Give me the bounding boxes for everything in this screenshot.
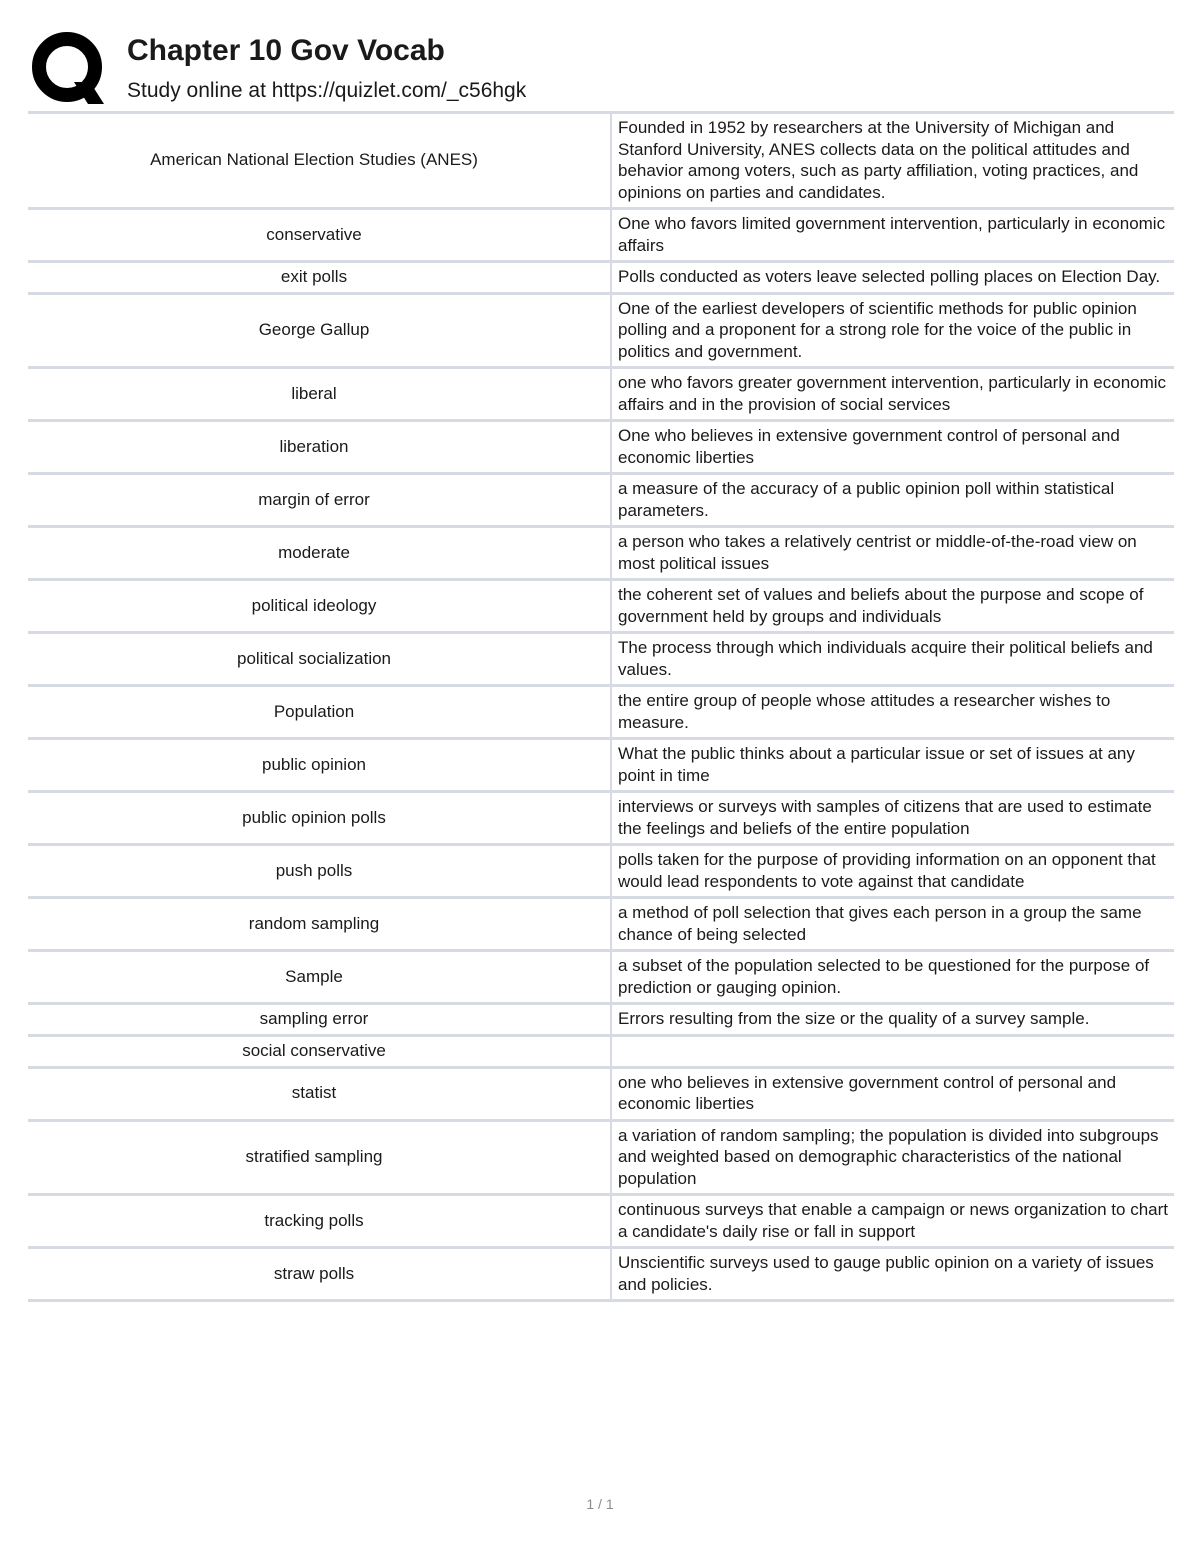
vocab-row: [28, 1067, 1174, 1120]
vocab-row: [28, 792, 1174, 845]
vocab-term: moderate: [28, 527, 611, 580]
vocab-row: [28, 633, 1174, 686]
vocab-term: political ideology: [28, 580, 611, 633]
vocab-definition: The process through which individuals acquire their political beliefs and values.: [611, 633, 1174, 686]
vocab-definition: Founded in 1952 by researchers at the University of Michigan and Stanford University, ANES collects data on the political attitudes and behavior among voters, such as party affiliation, voting practices, and opinions on parties and candidates.: [611, 113, 1174, 209]
vocab-row: [28, 209, 1174, 262]
vocab-term: Sample: [28, 951, 611, 1004]
vocab-row: [28, 262, 1174, 294]
vocab-definition: the entire group of people whose attitudes a researcher wishes to measure.: [611, 686, 1174, 739]
vocab-row: [28, 1120, 1174, 1195]
vocab-term: straw polls: [28, 1248, 611, 1301]
vocab-row: [28, 293, 1174, 368]
vocab-term: American National Election Studies (ANES): [28, 113, 611, 209]
vocab-term: exit polls: [28, 262, 611, 294]
vocab-term: random sampling: [28, 898, 611, 951]
quizlet-logo-icon: [30, 30, 106, 106]
vocab-definition: one who favors greater government intervention, particularly in economic affairs and in the provision of social services: [611, 368, 1174, 421]
vocab-definition: a measure of the accuracy of a public opinion poll within statistical parameters.: [611, 474, 1174, 527]
vocab-definition: continuous surveys that enable a campaign or news organization to chart a candidate's daily rise or fall in support: [611, 1195, 1174, 1248]
vocab-definition: [611, 1035, 1174, 1067]
document-subtitle: Study online at https://quizlet.com/_c56hgk: [127, 79, 527, 102]
vocab-term: sampling error: [28, 1004, 611, 1036]
vocab-definition: the coherent set of values and beliefs about the purpose and scope of government held by groups and individuals: [611, 580, 1174, 633]
vocab-row: [28, 368, 1174, 421]
vocab-definition: One who favors limited government intervention, particularly in economic affairs: [611, 209, 1174, 262]
vocab-term: Population: [28, 686, 611, 739]
vocab-term: social conservative: [28, 1035, 611, 1067]
vocab-definition: a subset of the population selected to be questioned for the purpose of prediction or gauging opinion.: [611, 951, 1174, 1004]
vocab-definition: a method of poll selection that gives each person in a group the same chance of being selected: [611, 898, 1174, 951]
vocab-row: [28, 1248, 1174, 1301]
vocab-definition: Unscientific surveys used to gauge public opinion on a variety of issues and policies.: [611, 1248, 1174, 1301]
vocab-row: [28, 898, 1174, 951]
vocab-row: [28, 1035, 1174, 1067]
vocab-term: public opinion: [28, 739, 611, 792]
vocab-term: George Gallup: [28, 293, 611, 368]
vocab-row: [28, 527, 1174, 580]
vocab-definition: One of the earliest developers of scientific methods for public opinion polling and a proponent for a strong role for the voice of the public in politics and government.: [611, 293, 1174, 368]
vocab-row: [28, 739, 1174, 792]
vocab-definition: What the public thinks about a particular issue or set of issues at any point in time: [611, 739, 1174, 792]
vocab-definition: One who believes in extensive government control of personal and economic liberties: [611, 421, 1174, 474]
vocab-definition: a person who takes a relatively centrist or middle-of-the-road view on most political issues: [611, 527, 1174, 580]
document-title: Chapter 10 Gov Vocab: [127, 34, 445, 67]
vocab-row: [28, 845, 1174, 898]
vocab-row: [28, 686, 1174, 739]
vocab-term: conservative: [28, 209, 611, 262]
vocab-definition: Errors resulting from the size or the quality of a survey sample.: [611, 1004, 1174, 1036]
vocab-row: [28, 1004, 1174, 1036]
vocab-row: [28, 580, 1174, 633]
vocab-term: public opinion polls: [28, 792, 611, 845]
vocab-term: push polls: [28, 845, 611, 898]
page-number: 1 / 1: [586, 1496, 614, 1512]
vocab-definition: a variation of random sampling; the population is divided into subgroups and weighted based on demographic characteristics of the national population: [611, 1120, 1174, 1195]
vocab-definition: one who believes in extensive government control of personal and economic liberties: [611, 1067, 1174, 1120]
vocab-term: stratified sampling: [28, 1120, 611, 1195]
vocab-term: political socialization: [28, 633, 611, 686]
vocab-table: [28, 111, 1174, 1302]
vocab-term: tracking polls: [28, 1195, 611, 1248]
vocab-definition: interviews or surveys with samples of citizens that are used to estimate the feelings and beliefs of the entire population: [611, 792, 1174, 845]
vocab-definition: Polls conducted as voters leave selected polling places on Election Day.: [611, 262, 1174, 294]
vocab-term: statist: [28, 1067, 611, 1120]
vocab-row: [28, 113, 1174, 209]
vocab-term: liberal: [28, 368, 611, 421]
vocab-term: liberation: [28, 421, 611, 474]
vocab-row: [28, 1195, 1174, 1248]
vocab-term: margin of error: [28, 474, 611, 527]
vocab-definition: polls taken for the purpose of providing information on an opponent that would lead respondents to vote against that candidate: [611, 845, 1174, 898]
vocab-row: [28, 474, 1174, 527]
vocab-row: [28, 421, 1174, 474]
vocab-row: [28, 951, 1174, 1004]
